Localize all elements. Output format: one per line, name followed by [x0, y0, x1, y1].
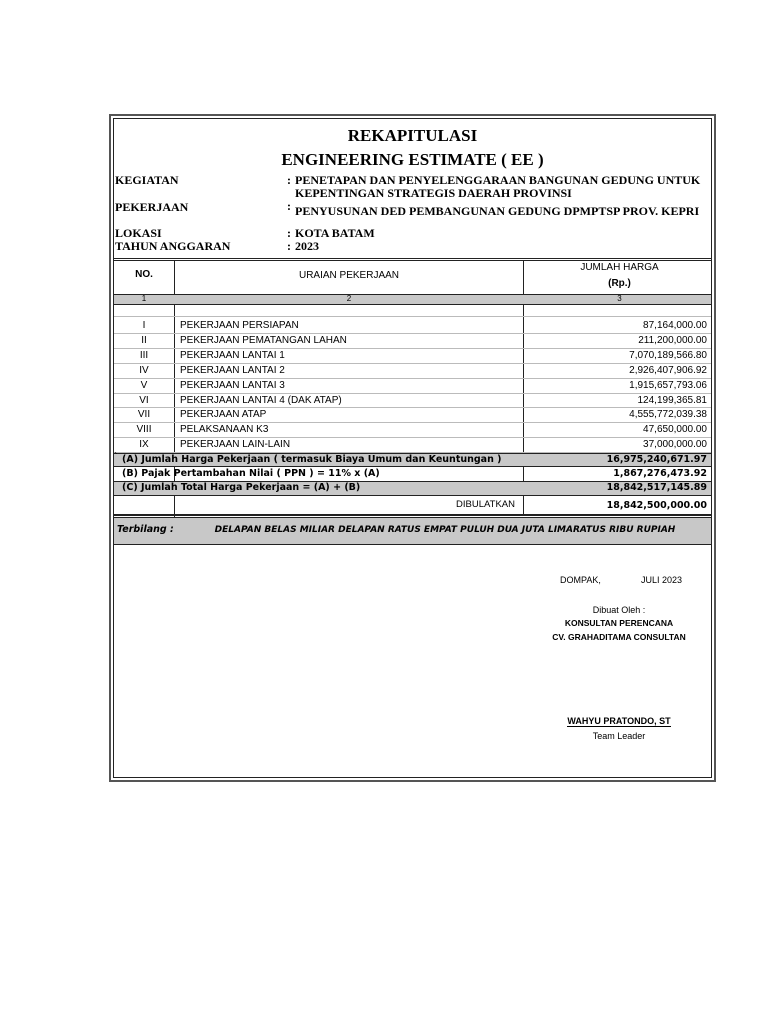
document-title: REKAPITULASI: [347, 126, 478, 145]
lokasi-colon: :: [287, 226, 291, 240]
row-amount: 87,164,000.00: [643, 320, 707, 331]
row-separator: [114, 348, 711, 349]
summary-a-label: (A) Jumlah Harga Pekerjaan ( termasuk Biaya Umum dan Keuntungan ): [122, 454, 502, 465]
document-subtitle: ENGINEERING ESTIMATE ( EE ): [281, 150, 544, 169]
column-header-uraian: URAIAN PEKERJAAN: [298, 270, 400, 281]
dibulatkan-label: DIBULATKAN: [456, 499, 515, 510]
summary-tick: `: [114, 452, 119, 463]
row-amount: 4,555,772,039.38: [629, 409, 707, 421]
row-description: PEKERJAAN PEMATANGAN LAHAN: [180, 334, 347, 346]
row-separator: [114, 393, 711, 394]
summary-b-top-border: [114, 466, 711, 467]
row-number: IV: [139, 364, 149, 376]
row-description: PEKERJAAN LANTAI 4 (DAK ATAP): [180, 394, 342, 406]
tahun-anggaran-value: 2023: [295, 239, 319, 253]
terbilang-label: Terbilang :: [117, 524, 174, 535]
pekerjaan-value: PENYUSUNAN DED PEMBANGUNAN GEDUNG DPMPTSP PROV. KEPRI: [295, 204, 700, 218]
row-amount: 1,915,657,793.06: [629, 379, 707, 391]
dibulatkan-value: 18,842,500,000.00: [606, 500, 707, 511]
header-separator-top: [114, 258, 711, 259]
row-separator: [114, 378, 711, 379]
signature-role: Team Leader: [592, 731, 646, 741]
signature-name-text: WAHYU PRATONDO, ST: [567, 716, 671, 726]
row-number: II: [141, 334, 147, 346]
document-inner-border: [113, 118, 712, 778]
kegiatan-label: KEGIATAN: [115, 173, 179, 187]
signature-org-line1: KONSULTAN PERENCANA: [564, 618, 674, 628]
row-amount: 211,200,000.00: [638, 334, 707, 346]
row-description: PEKERJAAN PERSIAPAN: [180, 320, 299, 331]
kegiatan-value-line2: KEPENTINGAN STRATEGIS DAERAH PROVINSI: [295, 186, 572, 200]
row-separator: [114, 437, 711, 438]
terbilang-value: DELAPAN BELAS MILIAR DELAPAN RATUS EMPAT PULUH DUA JUTA LIMARATUS RIBU RUPIAH: [214, 525, 676, 535]
row-description: PELAKSANAAN K3: [180, 424, 269, 436]
row-amount: 47,650,000.00: [643, 424, 707, 436]
row-separator: [114, 422, 711, 423]
summary-c-value: 18,842,517,145.89: [606, 482, 707, 493]
column-header-no: NO.: [135, 269, 153, 280]
row-number: III: [139, 349, 149, 361]
summary-b-value: 1,867,276,473.92: [613, 468, 707, 479]
row-description: PEKERJAAN LANTAI 3: [180, 379, 285, 391]
summary-b-label: (B) Pajak Pertambahan Nilai ( PPN ) = 11% x (A): [122, 468, 380, 479]
header-separator-bottom: [114, 260, 711, 261]
column-header-jumlah: JUMLAH HARGA: [580, 262, 659, 273]
row-separator: [114, 363, 711, 364]
row-amount: 124,199,365.81: [637, 394, 707, 406]
pekerjaan-colon: :: [287, 199, 291, 213]
row-number: VI: [139, 394, 149, 406]
row-amount: 7,070,189,566.80: [629, 349, 707, 361]
document-frame: [109, 114, 716, 782]
row-number: VIII: [136, 424, 152, 436]
lokasi-value: KOTA BATAM: [295, 226, 375, 240]
row-description: PEKERJAAN LAIN-LAIN: [180, 439, 291, 451]
lokasi-label: LOKASI: [115, 226, 162, 240]
row-separator: [114, 333, 711, 334]
index-2: 2: [346, 294, 352, 303]
kegiatan-value-line1: PENETAPAN DAN PENYELENGGARAAN BANGUNAN GEDUNG UNTUK: [295, 173, 701, 187]
row-amount: 2,926,407,906.92: [629, 364, 707, 376]
signature-org-line2: CV. GRAHADITAMA CONSULTAN: [552, 632, 686, 642]
signature-dibuat-oleh: Dibuat Oleh :: [592, 605, 646, 615]
row-number: IX: [139, 439, 149, 451]
row-description: PEKERJAAN LANTAI 2: [180, 364, 285, 376]
signature-place: DOMPAK,: [560, 575, 601, 585]
tahun-colon: :: [287, 239, 291, 253]
index-1: 1: [141, 294, 147, 303]
row-number: I: [142, 320, 146, 331]
row-description: PEKERJAAN LANTAI 1: [180, 349, 285, 361]
summary-c-label: (C) Jumlah Total Harga Pekerjaan = (A) + (B): [122, 482, 361, 493]
signature-date: JULI 2023: [641, 575, 683, 585]
tahun-anggaran-label: TAHUN ANGGARAN: [115, 239, 231, 253]
blank-row-line: [114, 316, 711, 317]
index-3: 3: [617, 294, 622, 303]
signature-name: [514, 716, 724, 727]
row-amount: 37,000,000.00: [643, 439, 707, 451]
row-number: VII: [137, 409, 151, 421]
row-description: PEKERJAAN ATAP: [180, 409, 267, 421]
pekerjaan-label: PEKERJAAN: [115, 200, 189, 214]
column-header-rp: (Rp.): [608, 278, 631, 289]
dibulatkan-bottom-border: [114, 514, 711, 516]
kegiatan-colon: :: [287, 173, 291, 187]
summary-a-value: 16,975,240,671.97: [606, 454, 707, 465]
row-number: V: [140, 379, 148, 391]
row-separator: [114, 407, 711, 408]
